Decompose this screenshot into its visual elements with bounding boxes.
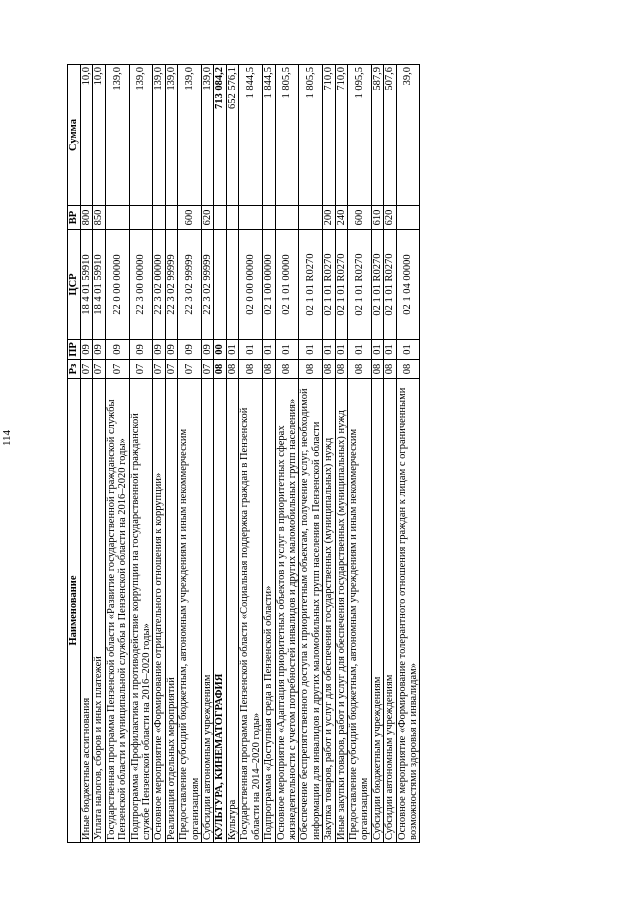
cell-rz: 08 (275, 360, 299, 379)
cell-rz: 08 (384, 360, 396, 379)
table-row (165, 65, 177, 843)
table-row (105, 65, 129, 843)
cell-pr: 09 (178, 340, 202, 360)
cell-pr: 09 (129, 340, 153, 360)
cell-sum: 39,0 (396, 65, 420, 206)
cell-pr: 09 (105, 340, 129, 360)
cell-vr (263, 206, 275, 230)
header-sum: Сумма (68, 65, 81, 206)
header-pr: ПР (68, 340, 81, 360)
cell-name: Основное мероприятие «Формирование отрицательного отношения к коррупции» (153, 379, 165, 843)
cell-csr: 18 4 01 59910 (81, 230, 93, 340)
table-row (396, 65, 420, 843)
cell-name: Культура (226, 379, 238, 843)
cell-rz: 07 (81, 360, 93, 379)
table-row (202, 65, 214, 843)
cell-name: КУЛЬТУРА, КИНЕМАТОГРАФИЯ (214, 379, 226, 843)
table-row (226, 65, 238, 843)
cell-vr (239, 206, 263, 230)
cell-name: Подпрограмма «Доступная среда в Пензенской области» (263, 379, 275, 843)
cell-vr (105, 206, 129, 230)
cell-name: Основное мероприятие «Формирование толерантного отношения граждан к лицам с ограниченными возможностями здоровья и инвалидам» (396, 379, 420, 843)
cell-vr: 620 (202, 206, 214, 230)
cell-name: Уплата налогов, сборов и иных платежей (93, 379, 105, 843)
cell-vr: 620 (384, 206, 396, 230)
cell-rz: 07 (129, 360, 153, 379)
header-row (68, 65, 81, 843)
cell-csr (226, 230, 238, 340)
cell-sum: 139,0 (129, 65, 153, 206)
cell-vr (165, 206, 177, 230)
table-row (129, 65, 153, 843)
table-row (323, 65, 335, 843)
cell-pr: 09 (153, 340, 165, 360)
cell-pr: 01 (239, 340, 263, 360)
cell-vr: 600 (347, 206, 371, 230)
cell-rz: 07 (105, 360, 129, 379)
table-row (239, 65, 263, 843)
rotated-table-container (67, 65, 615, 843)
table-row (299, 65, 323, 843)
table-row (93, 65, 105, 843)
table-row (214, 65, 226, 843)
cell-csr: 02 1 00 00000 (263, 230, 275, 340)
cell-vr: 850 (93, 206, 105, 230)
cell-name: Государственная программа Пензенской области «Развитие государственной гражданской службы Пензенской области и муниципальной службы в Пензенской области на 2016–2020 годы» (105, 379, 129, 843)
cell-rz: 07 (178, 360, 202, 379)
cell-rz: 08 (263, 360, 275, 379)
cell-sum: 1 095,5 (347, 65, 371, 206)
cell-csr: 02 1 01 00000 (275, 230, 299, 340)
cell-name: Закупка товаров, работ и услуг для обеспечения государственных (муниципальных) нужд (323, 379, 335, 843)
cell-csr: 22 3 02 00000 (153, 230, 165, 340)
cell-name: Субсидии автономным учреждениям (384, 379, 396, 843)
cell-name: Иные закупки товаров, работ и услуг для обеспечения государственных (муниципальных) нужд (335, 379, 347, 843)
cell-vr: 200 (323, 206, 335, 230)
cell-pr: 09 (93, 340, 105, 360)
cell-csr: 18 4 01 59910 (93, 230, 105, 340)
cell-csr: 02 1 01 R0270 (347, 230, 371, 340)
cell-rz: 08 (396, 360, 420, 379)
cell-csr (214, 230, 226, 340)
cell-sum: 710,0 (323, 65, 335, 206)
cell-rz: 08 (323, 360, 335, 379)
cell-csr: 22 3 02 99999 (178, 230, 202, 340)
cell-vr (299, 206, 323, 230)
header-name: Наименование (68, 379, 81, 843)
cell-pr: 01 (275, 340, 299, 360)
cell-sum: 1 805,5 (299, 65, 323, 206)
cell-vr (153, 206, 165, 230)
cell-pr: 01 (323, 340, 335, 360)
cell-sum: 1 844,5 (239, 65, 263, 206)
cell-rz: 08 (214, 360, 226, 379)
cell-sum: 587,9 (371, 65, 383, 206)
cell-csr: 22 3 00 00000 (129, 230, 153, 340)
cell-rz: 07 (93, 360, 105, 379)
table-row (178, 65, 202, 843)
cell-vr (275, 206, 299, 230)
cell-rz: 08 (226, 360, 238, 379)
cell-pr: 01 (263, 340, 275, 360)
cell-sum: 10,0 (93, 65, 105, 206)
cell-csr: 22 3 02 99999 (202, 230, 214, 340)
cell-pr: 01 (226, 340, 238, 360)
cell-sum: 139,0 (202, 65, 214, 206)
cell-sum: 139,0 (178, 65, 202, 206)
table-header (68, 65, 81, 843)
cell-rz: 08 (371, 360, 383, 379)
cell-name: Обеспечение беспрепятственного доступа к приоритетным объектам, получение услуг, необходимой информации для инвалидов и других маломобильных групп населения в Пензенской области (299, 379, 323, 843)
cell-sum: 139,0 (105, 65, 129, 206)
cell-pr: 01 (335, 340, 347, 360)
page-number-text: 114 (1, 429, 13, 447)
cell-rz: 08 (347, 360, 371, 379)
cell-vr (214, 206, 226, 230)
cell-sum: 1 805,5 (275, 65, 299, 206)
budget-table (67, 64, 420, 843)
cell-pr: 09 (81, 340, 93, 360)
cell-vr (226, 206, 238, 230)
cell-name: Подпрограмма «Профилактика и противодействие коррупции на государственной гражданской службе Пензенской области на 2016–2020 годы» (129, 379, 153, 843)
cell-rz: 07 (165, 360, 177, 379)
cell-rz: 07 (153, 360, 165, 379)
cell-csr: 02 1 01 R0270 (384, 230, 396, 340)
cell-name: Предоставление субсидий бюджетным, автономным учреждениям и иным некоммерческим организациям (178, 379, 202, 843)
cell-vr: 600 (178, 206, 202, 230)
cell-sum: 652 576,1 (226, 65, 238, 206)
cell-pr: 09 (202, 340, 214, 360)
cell-rz: 08 (335, 360, 347, 379)
table-row (384, 65, 396, 843)
header-rz: Рз (68, 360, 81, 379)
table-row (263, 65, 275, 843)
cell-sum: 10,0 (81, 65, 93, 206)
cell-pr: 01 (384, 340, 396, 360)
cell-sum: 713 084,2 (214, 65, 226, 206)
cell-name: Государственная программа Пензенской области «Социальная поддержка граждан в Пензенской области на 2014–2020 годы» (239, 379, 263, 843)
cell-csr: 02 1 01 R0270 (371, 230, 383, 340)
cell-sum: 139,0 (153, 65, 165, 206)
rotated-page-content (67, 65, 615, 843)
cell-csr: 02 1 01 R0270 (335, 230, 347, 340)
cell-vr: 800 (81, 206, 93, 230)
cell-vr: 240 (335, 206, 347, 230)
cell-name: Предоставление субсидий бюджетным, автономным учреждениям и иным некоммерческим организациям (347, 379, 371, 843)
cell-vr (396, 206, 420, 230)
cell-pr: 01 (299, 340, 323, 360)
cell-pr: 00 (214, 340, 226, 360)
table-row (153, 65, 165, 843)
cell-csr: 02 1 01 R0270 (299, 230, 323, 340)
cell-rz: 08 (299, 360, 323, 379)
cell-rz: 07 (202, 360, 214, 379)
cell-name: Иные бюджетные ассигнования (81, 379, 93, 843)
cell-pr: 01 (396, 340, 420, 360)
cell-name: Реализация отдельных мероприятий (165, 379, 177, 843)
header-vr: ВР (68, 206, 81, 230)
cell-sum: 1 844,5 (263, 65, 275, 206)
cell-name: Субсидии бюджетным учреждениям (371, 379, 383, 843)
header-csr: ЦСР (68, 230, 81, 340)
cell-csr: 22 0 00 00000 (105, 230, 129, 340)
table-body (81, 65, 420, 843)
table-row (275, 65, 299, 843)
cell-sum: 710,0 (335, 65, 347, 206)
cell-csr: 22 3 02 99999 (165, 230, 177, 340)
cell-pr: 01 (371, 340, 383, 360)
cell-pr: 09 (165, 340, 177, 360)
table-row (81, 65, 93, 843)
page-number (0, 426, 14, 450)
cell-name: Основное мероприятие «Адаптация приоритетных объектов и услуг в приоритетных сферах жизнедеятельности с учетом потребностей инвалидов и других маломобильных групп населения» (275, 379, 299, 843)
cell-csr: 02 0 00 00000 (239, 230, 263, 340)
table-row (371, 65, 383, 843)
cell-csr: 02 1 01 R0270 (323, 230, 335, 340)
cell-pr: 01 (347, 340, 371, 360)
table-row (347, 65, 371, 843)
cell-rz: 08 (239, 360, 263, 379)
cell-vr: 610 (371, 206, 383, 230)
cell-vr (129, 206, 153, 230)
cell-sum: 139,0 (165, 65, 177, 206)
cell-csr: 02 1 04 00000 (396, 230, 420, 340)
cell-name: Субсидии автономным учреждениям (202, 379, 214, 843)
table-row (335, 65, 347, 843)
cell-sum: 507,6 (384, 65, 396, 206)
